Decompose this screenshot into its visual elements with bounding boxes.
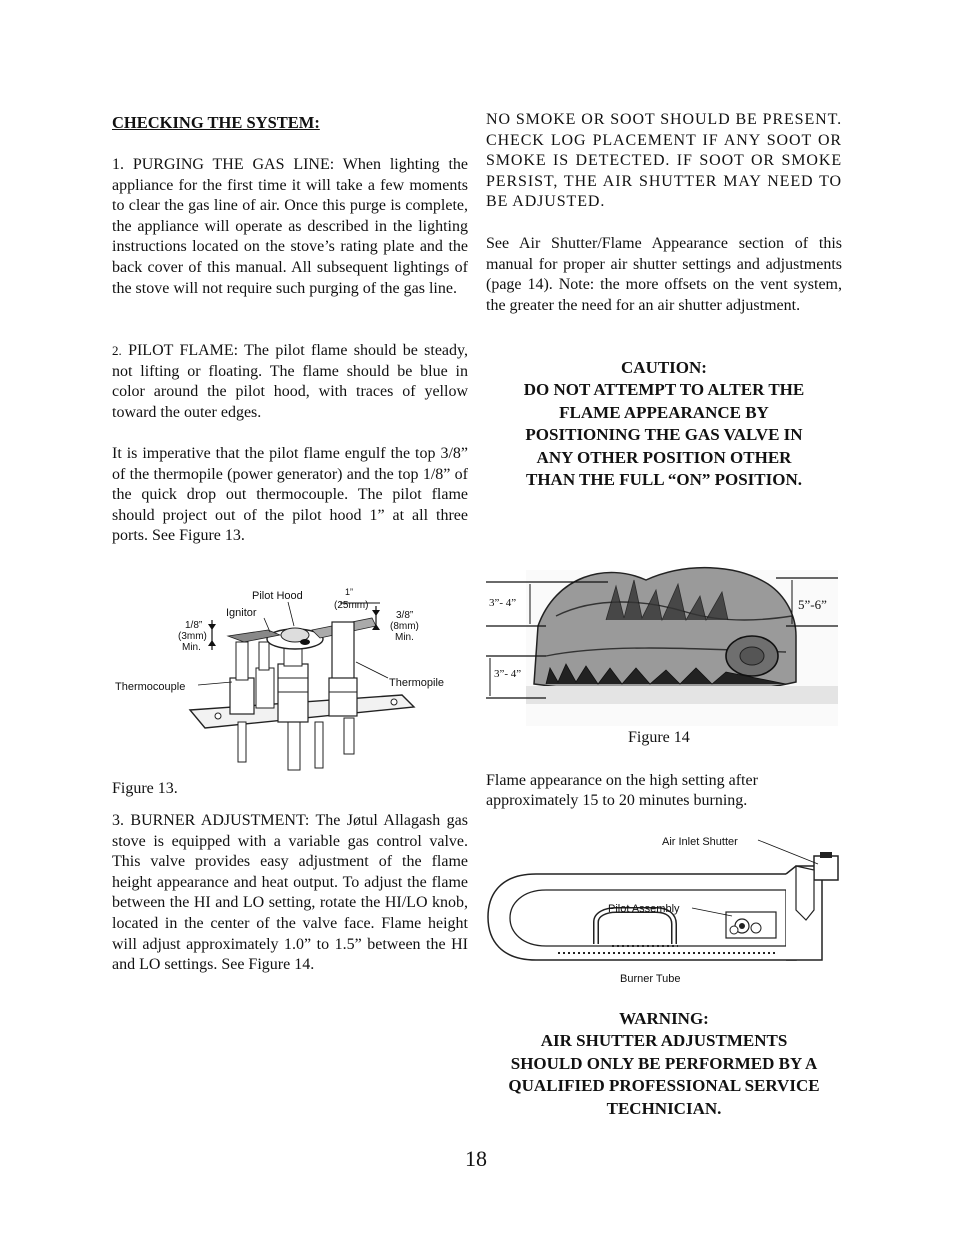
no-smoke-paragraph: NO SMOKE OR SOOT SHOULD BE PRESENT. CHECK LOG PLACEMENT IF ANY SOOT OR SMOKE IS DETECTED. IF SOOT OR SMOKE PERSIST, THE AIR SHUTTER MAY NEED TO BE ADJUSTED.	[486, 111, 842, 211]
warning-line: SHOULD ONLY BE PERFORMED BY A	[510, 1053, 818, 1073]
warning-line: TECHNICIAN.	[606, 1098, 722, 1118]
label-pilot-assembly: Pilot Assembly	[608, 903, 680, 915]
caution-line: POSITIONING THE GAS VALVE IN	[525, 425, 803, 445]
gas-tube	[315, 722, 323, 768]
page-number: 18	[465, 1146, 487, 1171]
burner-tube-figure	[486, 830, 842, 990]
label-right-dimension: 5”-6”	[798, 597, 827, 612]
flame-appearance-caption: Flame appearance on the high setting after approximately 15 to 20 minutes burning.	[486, 772, 758, 809]
burner-adjustment-paragraph: 3. BURNER ADJUSTMENT: The Jøtul Allagash gas stove is equipped with a variable gas control valve. This valve provides easy adjustment of the flame height appearance and heat output. To adjust the flame between the HI and LO setting, rotate the HI/LO knob, located in the center of the valve face. Flame height will adjust approximately 1.0” to 1.5” between the HI and LO settings. See Figure 14.	[112, 812, 468, 974]
arrow-up-icon	[208, 640, 216, 646]
label-eighth-mm: (3mm)	[178, 631, 207, 642]
ignitor-rod	[259, 642, 269, 670]
label-thermopile: Thermopile	[389, 677, 445, 689]
label-three-eighths-min: Min.	[395, 632, 414, 643]
thermocouple-leader	[198, 682, 232, 685]
caution-line: THAN THE FULL “ON” POSITION.	[526, 470, 802, 490]
label-burner-tube: Burner Tube	[620, 973, 681, 985]
label-pilot-hood: Pilot Hood	[252, 590, 303, 602]
pilot-port	[300, 639, 310, 645]
burner-base	[526, 686, 838, 704]
label-thermocouple: Thermocouple	[115, 681, 186, 693]
pilot-hood-leader	[288, 602, 294, 626]
gas-tube	[288, 722, 300, 770]
pilot-flame-paragraph	[112, 341, 468, 423]
label-ignitor: Ignitor	[226, 607, 257, 619]
plate-hole	[215, 713, 221, 719]
label-bottom-left-dimension: 3”- 4”	[494, 668, 522, 680]
label-eighth-min: Min.	[182, 642, 201, 653]
thermopile-nut	[329, 678, 357, 716]
label-air-inlet-shutter: Air Inlet Shutter	[662, 836, 738, 848]
label-eighth: 1/8”	[185, 620, 203, 631]
label-one-inch-mm: (25mm)	[334, 600, 369, 611]
thermocouple-nut	[230, 678, 254, 714]
arrow-down-icon	[372, 610, 380, 616]
warning-block	[482, 1008, 846, 1120]
pilot-orifice-center	[739, 923, 745, 929]
caution-line: DO NOT ATTEMPT TO ALTER THE	[523, 380, 805, 400]
gas-tube	[238, 722, 246, 762]
air-inlet-leader	[758, 840, 818, 864]
section-heading: CHECKING THE SYSTEM:	[112, 113, 320, 132]
shutter-cap	[820, 852, 832, 858]
air-inlet-shutter	[814, 856, 838, 880]
thermopile-leader	[356, 662, 388, 678]
arrow-down-icon	[208, 624, 216, 630]
purging-paragraph: 1. PURGING THE GAS LINE: When lighting the appliance for the first time it will take a few moments to clear the gas line of air. Once this purge is complete, the appliance will operate as described in the lighting instructions located on the stove’s rating plate and the back cover of this manual. All subsequent lightings of the stove will not require such purging of the gas line.	[112, 156, 468, 297]
caution-line: ANY OTHER POSITION OTHER	[536, 447, 792, 467]
figure-14-caption: Figure 14	[628, 729, 690, 746]
label-three-eighths: 3/8”	[396, 610, 414, 621]
pilot-thermocouple	[730, 926, 738, 934]
warning-title: WARNING:	[619, 1009, 709, 1028]
pilot-electrode	[751, 923, 761, 933]
ignitor-body	[256, 668, 274, 708]
gas-tube	[344, 718, 354, 754]
label-one-inch: 1”	[345, 587, 354, 597]
air-shutter-paragraph: See Air Shutter/Flame Appearance section of this manual for proper air shutter settings and adjustments (page 14). Note: the more offsets on the vent system, the greater the need for an air shutter adjustment.	[486, 235, 842, 314]
warning-line: AIR SHUTTER ADJUSTMENTS	[540, 1031, 788, 1051]
label-three-eighths-mm: (8mm)	[390, 621, 419, 632]
label-top-left-dimension: 3”- 4”	[489, 597, 517, 609]
warning-line: QUALIFIED PROFESSIONAL SERVICE	[508, 1076, 820, 1096]
air-inlet-neck	[796, 866, 814, 920]
log-end-ring	[740, 647, 764, 665]
plate-hole	[391, 699, 397, 705]
pilot-body	[278, 664, 308, 722]
flame-photo-figure	[486, 556, 838, 728]
figure-13-caption: Figure 13.	[112, 780, 178, 797]
caution-line: FLAME APPEARANCE BY	[559, 402, 769, 422]
pilot-flame-text: PILOT FLAME: The pilot flame should be steady, not lifting or floating. The flame should be blue in color around the pilot hood, with traces of yellow toward the outer edges.	[112, 342, 468, 421]
thermopile-paragraph: It is imperative that the pilot flame engulf the top 3/8” of the thermopile (power generator) and the top 1/8” of the quick drop out thermocouple. The pilot flame should project out of the pilot hood 1” at all three ports. See Figure 13.	[112, 445, 468, 545]
pilot-assembly-figure	[112, 582, 445, 774]
item-number: 2.	[112, 343, 122, 358]
thermocouple-body	[236, 642, 248, 680]
caution-title: CAUTION:	[621, 358, 707, 377]
caution-block	[482, 357, 846, 491]
